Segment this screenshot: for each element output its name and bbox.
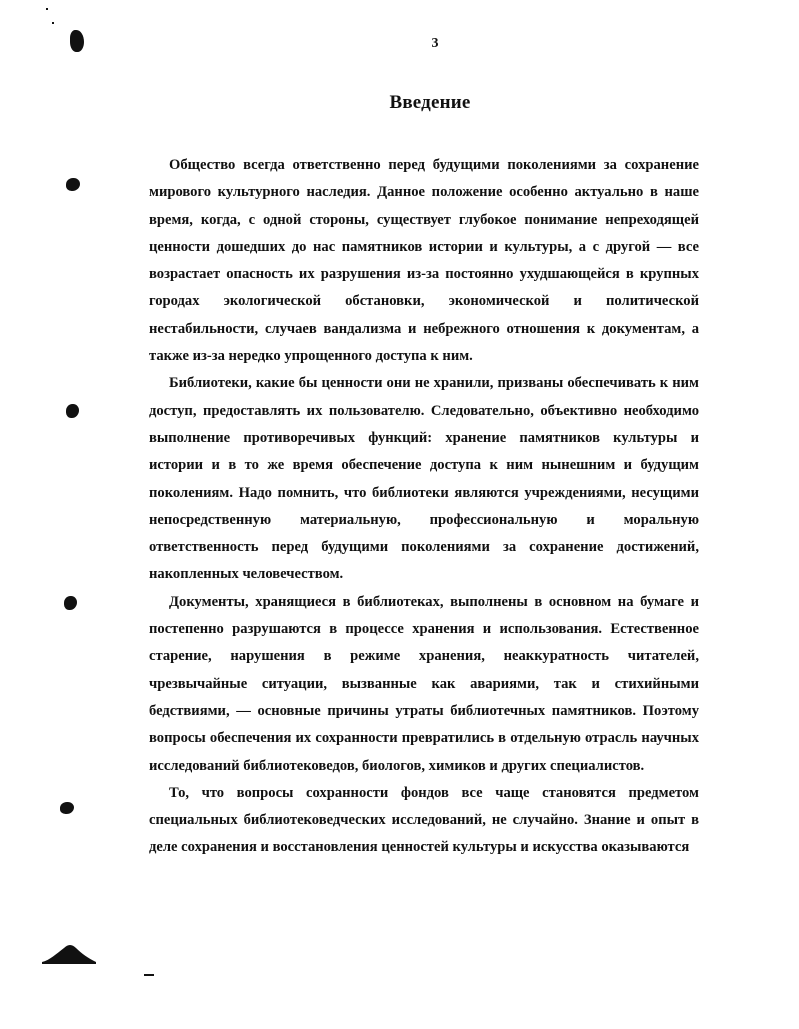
scan-dot-3 — [144, 974, 154, 976]
scan-mark-hole-3 — [64, 596, 77, 610]
page-number: 3 — [431, 36, 439, 51]
scan-dot-1 — [46, 8, 48, 10]
scan-mark-bottom — [40, 940, 100, 966]
scan-dot-2 — [52, 22, 54, 24]
scan-mark-hole-1 — [66, 178, 80, 191]
scan-mark-hole-2 — [66, 404, 79, 418]
paragraph-3: Документы, хранящиеся в библиотеках, выполнены в основном на бумаге и постепенно разрушаются в процессе хранения и использования. Естественное старение, нарушения в режиме хранения, неаккуратность читателей, чрезвычайные ситуации, вызванные как авариями, так и стихийными бедствиями, — основные причины утраты библиотечных памятников. Поэтому вопросы обеспечения их сохранности превратились в отдельную отрасль научных исследований библиотековедов, биологов, химиков и других специалистов. — [149, 593, 699, 774]
paragraph-4: То, что вопросы сохранности фондов все чаще становятся предметом специальных библиотековедческих исследований, не случайно. Знание и опыт в деле сохранения и восстановления ценностей культуры и искусства оказываются — [149, 784, 699, 856]
document-body — [149, 152, 699, 862]
paragraph-1: Общество всегда ответственно перед будущими поколениями за сохранение мирового культурного наследия. Данное положение особенно актуально в наше время, когда, с одной стороны, существует глубокое понимание непреходящей ценности дошедших до нас памятников истории и культуры, а с другой — все возрастает опасность их разрушения из-за постоянно ухудшающейся в крупных городах экологической обстановки, экономической и политической нестабильности, случаев вандализма и небрежного отношения к документам, а также из-за нередко упрощенного доступа к ним. — [149, 157, 699, 365]
scan-mark-hole-4 — [60, 802, 74, 814]
page-title: Введение — [389, 92, 471, 113]
paragraph-2: Библиотеки, какие бы ценности они не хранили, призваны обеспечивать к ним доступ, предоставлять их пользователю. Следовательно, объективно необходимо выполнение противоречивых функций: хранение памятников культуры и истории и в то же время обеспечение доступа к ним нынешним и будущим поколениям. Надо помнить, что библиотеки являются учреждениями, несущими непосредственную материальную, профессиональную и моральную ответственность перед будущими поколениями за сохранение достижений, накопленных человечеством. — [149, 375, 699, 583]
